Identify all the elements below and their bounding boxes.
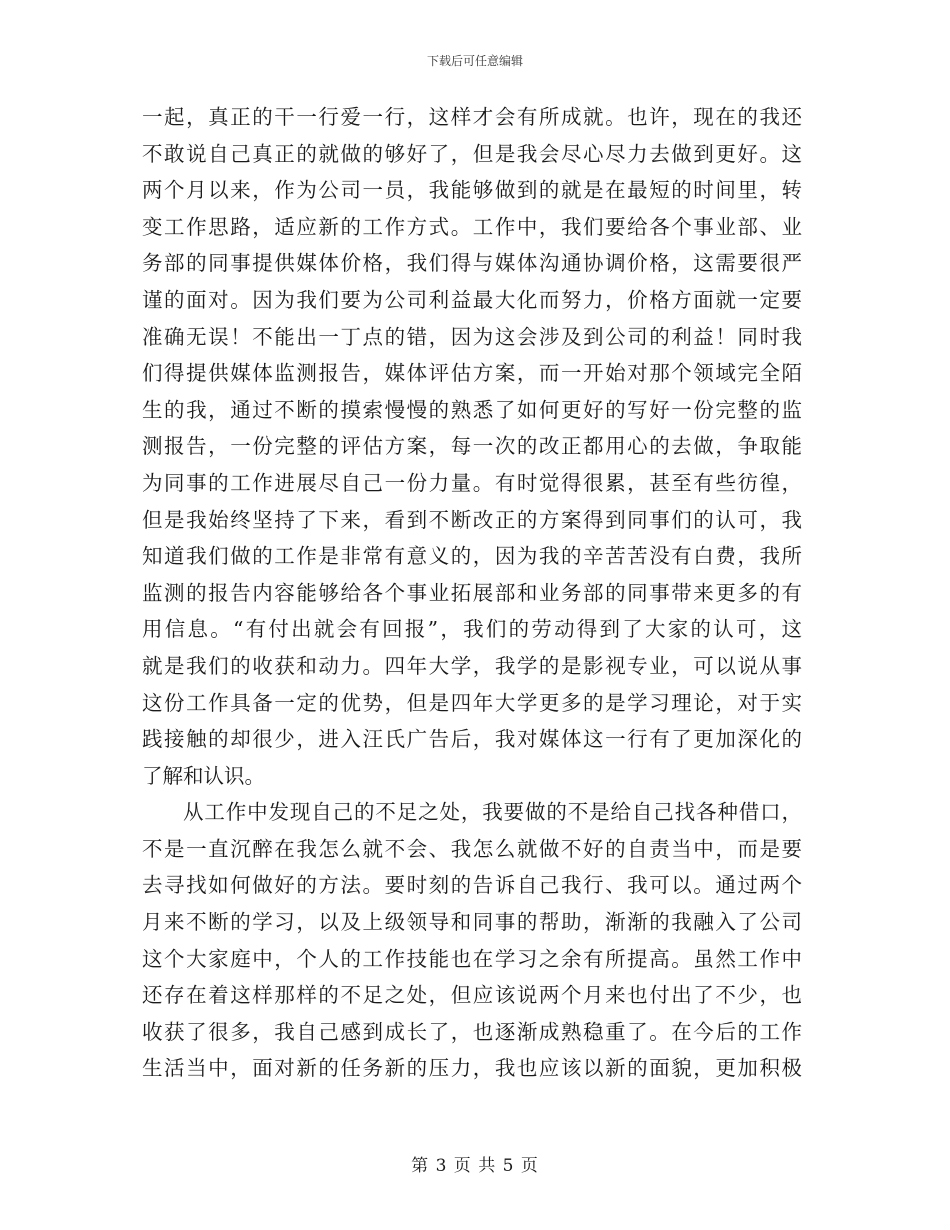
text-line: 一起，真正的干一行爱一行，这样才会有所成就。也许，现在的我还 (142, 105, 802, 129)
text-line: 践接触的却很少，进入汪氏广告后，我对媒体这一行有了更加深化的 (142, 727, 802, 752)
paragraph-2 (142, 794, 802, 1087)
page-number-footer: 第 3 页 共 5 页 (411, 1156, 539, 1176)
text-line: 从工作中发现自己的不足之处，我要做的不是给自己找各种借口， (183, 800, 802, 825)
document-body (142, 99, 802, 1087)
text-line: 们得提供媒体监测报告，媒体评估方案，而一开始对那个领域完全陌 (142, 361, 802, 386)
text-line: 监测的报告内容能够给各个事业拓展部和业务部的同事带来更多的有 (142, 580, 802, 605)
text-line: 不敢说自己真正的就做的够好了，但是我会尽心尽力去做到更好。这 (142, 141, 802, 166)
text-line: 变工作思路，适应新的工作方式。工作中，我们要给各个事业部、业 (142, 214, 802, 239)
text-line: 这个大家庭中，个人的工作技能也在学习之余有所提高。虽然工作中 (142, 946, 802, 971)
text-line: 月来不断的学习，以及上级领导和同事的帮助，渐渐的我融入了公司 (142, 910, 802, 935)
text-line: 去寻找如何做好的方法。要时刻的告诉自己我行、我可以。通过两个 (142, 873, 802, 898)
paragraph-1 (142, 99, 802, 794)
text-line: 还存在着这样那样的不足之处，但应该说两个月来也付出了不少，也 (142, 983, 802, 1008)
text-line: 收获了很多，我自己感到成长了，也逐渐成熟稳重了。在今后的工作 (142, 1019, 802, 1044)
text-line: 谨的面对。因为我们要为公司利益最大化而努力，价格方面就一定要 (142, 287, 802, 312)
text-line: 了解和认识。 (142, 763, 265, 788)
text-line: 用信息。“有付出就会有回报”，我们的劳动得到了大家的认可，这 (142, 617, 802, 642)
text-line: 就是我们的收获和动力。四年大学，我学的是影视专业，可以说从事 (142, 653, 802, 678)
text-line: 为同事的工作进展尽自己一份力量。有时觉得很累，甚至有些彷徨， (142, 470, 802, 495)
text-line: 知道我们做的工作是非常有意义的，因为我的辛苦苦没有白费，我所 (142, 544, 802, 569)
text-line: 但是我始终坚持了下来，看到不断改正的方案得到同事们的认可，我 (142, 507, 802, 532)
text-line: 不是一直沉醉在我怎么就不会、我怎么就做不好的自责当中，而是要 (142, 836, 802, 861)
text-line: 生的我，通过不断的摸索慢慢的熟悉了如何更好的写好一份完整的监 (142, 397, 802, 422)
text-line: 准确无误！不能出一丁点的错，因为这会涉及到公司的利益！同时我 (142, 324, 802, 349)
text-line: 生活当中，面对新的任务新的压力，我也应该以新的面貌，更加积极 (142, 1056, 802, 1081)
text-line: 这份工作具备一定的优势，但是四年大学更多的是学习理论，对于实 (142, 690, 802, 715)
text-line: 务部的同事提供媒体价格，我们得与媒体沟通协调价格，这需要很严 (142, 251, 802, 276)
text-line: 两个月以来，作为公司一员，我能够做到的就是在最短的时间里，转 (142, 178, 802, 203)
text-line: 测报告，一份完整的评估方案，每一次的改正都用心的去做，争取能 (142, 434, 802, 459)
page-header-note: 下载后可任意编辑 (426, 54, 523, 68)
